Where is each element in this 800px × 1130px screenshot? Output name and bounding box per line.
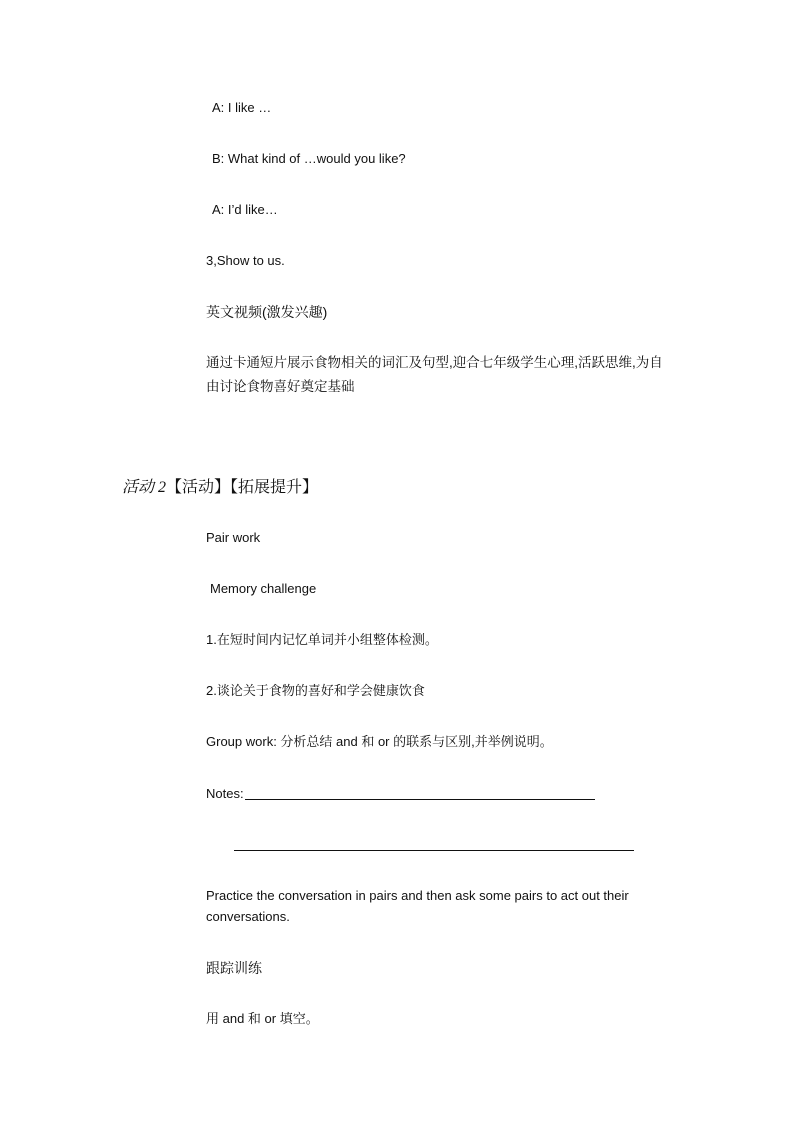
notes-label: Notes: [206, 786, 244, 801]
dialogue-line-a1: A: I like … [212, 100, 272, 115]
group-work: Group work: 分析总结 and 和 or 的联系与区别,并举例说明。 [206, 734, 553, 749]
notes-line-1 [245, 799, 595, 800]
video-label: 英文视频(激发兴趣) [206, 304, 328, 320]
item-2: 2.谈论关于食物的喜好和学会健康饮食 [206, 683, 425, 698]
dialogue-line-b: B: What kind of …would you like? [212, 151, 406, 166]
item-1: 1.在短时间内记忆单词并小组整体检测。 [206, 632, 438, 647]
memory-challenge: Memory challenge [210, 581, 317, 596]
activity2-heading [122, 477, 318, 499]
pair-work: Pair work [206, 530, 261, 545]
show-step: 3,Show to us. [206, 253, 285, 268]
dialogue-line-a2: A: I’d like… [212, 202, 278, 217]
activity2-prefix: 活动 2 [122, 479, 167, 496]
follow-up-heading: 跟踪训练 [206, 960, 262, 976]
activity2-tag-activity: 【活动】 [166, 479, 231, 496]
video-description: 通过卡通短片展示食物相关的词汇及句型,迎合七年级学生心理,活跃思维,为自由讨论食物喜好奠定基础 [206, 355, 663, 394]
notes-line-2 [234, 850, 634, 851]
practice-instruction: Practice the conversation in pairs and then ask some pairs to act out their conversations. [206, 888, 629, 924]
fill-blank-instruction: 用 and 和 or 填空。 [206, 1011, 319, 1026]
activity2-tag-extension: 【拓展提升】 [230, 479, 319, 496]
